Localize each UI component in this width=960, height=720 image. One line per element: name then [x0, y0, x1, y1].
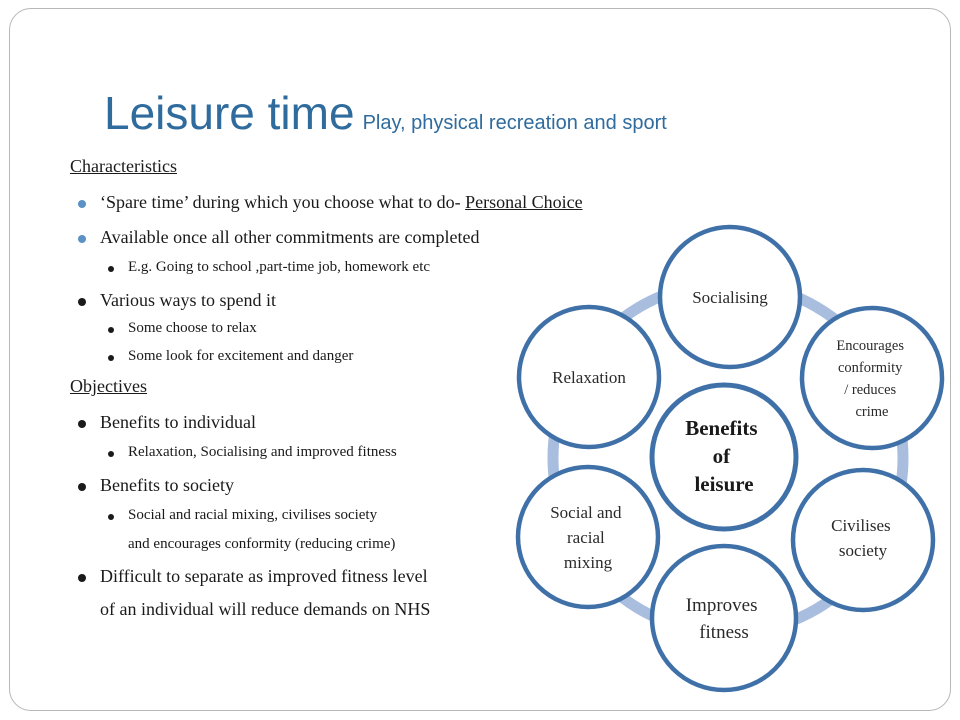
personal-choice-text: Personal Choice — [465, 192, 583, 212]
node-label: society — [838, 541, 888, 560]
available-text: Available once all other commitments are completed — [100, 227, 480, 247]
node-relaxation — [519, 307, 659, 447]
node-label: Relaxation — [552, 368, 626, 387]
node-label: crime — [855, 404, 889, 420]
relax-text: Some choose to relax — [128, 320, 257, 336]
objectives-heading: Objectives — [70, 376, 147, 396]
individual-text: Benefits to individual — [100, 412, 256, 432]
node-mixing — [518, 467, 658, 607]
individual-sub-text: Relaxation, Socialising and improved fitness — [128, 444, 397, 460]
node-label: / reduces — [844, 382, 897, 398]
svg-text:Socialising — [692, 288, 768, 307]
spare-time-text: ‘Spare time’ during which you choose what to do- — [100, 192, 461, 212]
node-civilises — [793, 470, 933, 610]
center-node — [652, 385, 796, 529]
society-sub-text-2: and encourages conformity (reducing crime) — [128, 536, 396, 552]
characteristics-heading: Characteristics — [70, 156, 177, 176]
difficult-text-2: of an individual will reduce demands on NHS — [100, 599, 431, 619]
node-socialising — [660, 227, 800, 367]
node-label: Encourages — [836, 338, 905, 354]
example-text: E.g. Going to school ,part-time job, homework etc — [128, 259, 431, 275]
node-label: conformity — [837, 360, 903, 376]
node-label: Socialising — [692, 288, 768, 307]
difficult-text-1: Difficult to separate as improved fitness level — [100, 566, 428, 586]
node-label: Improves — [685, 595, 758, 616]
center-label: leisure — [694, 472, 754, 496]
svg-text:Relaxation — [552, 368, 626, 387]
node-label: fitness — [699, 622, 749, 643]
node-conformity — [802, 308, 942, 448]
society-text: Benefits to society — [100, 475, 234, 495]
node-fitness — [652, 546, 796, 690]
node-label: mixing — [563, 553, 613, 572]
center-label: of — [712, 444, 731, 468]
title-main: Leisure time — [104, 87, 355, 139]
society-sub-text-1: Social and racial mixing, civilises society — [128, 507, 378, 523]
node-label: Civilises — [831, 516, 891, 535]
various-text: Various ways to spend it — [100, 290, 276, 310]
title-subtitle: Play, physical recreation and sport — [362, 112, 667, 134]
excitement-text: Some look for excitement and danger — [128, 348, 354, 364]
node-label: Social and — [550, 503, 622, 522]
center-label: Benefits — [685, 416, 758, 440]
node-label: racial — [567, 528, 605, 547]
